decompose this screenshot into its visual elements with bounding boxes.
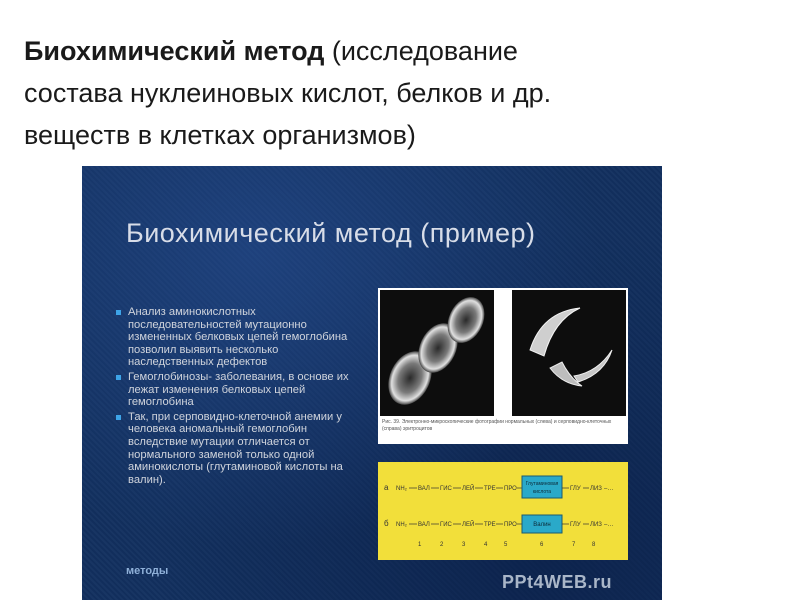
chain-residue: ЛЕЙ <box>462 522 475 528</box>
svg-text:3: 3 <box>462 542 466 548</box>
chain-residue: NH₂ <box>396 522 407 528</box>
bullet-square-icon <box>116 375 121 380</box>
heading-rest-line1: (исследование <box>324 36 518 66</box>
svg-text:2: 2 <box>440 542 444 548</box>
heading-bold: Биохимический метод <box>24 36 325 66</box>
svg-text:7: 7 <box>572 542 576 548</box>
erythrocyte-photo-panel <box>378 288 628 444</box>
chain-residue: ВАЛ <box>418 522 430 528</box>
svg-text:–…: –… <box>604 522 614 528</box>
svg-text:Глутаминовая: Глутаминовая <box>525 481 559 487</box>
bullet-item: Так, при серповидно-клеточной анемии у человека аномальный гемоглобин вследствие мутации отличается от нормального заменой только одной аминокислоты (глутаминовой кислоты на валин). <box>116 411 366 487</box>
bullet-item: Гемоглобинозы- заболевания, в основе их лежат изменения белковых цепей гемоглобина <box>116 371 366 409</box>
normal-erythrocytes-photo <box>380 290 494 416</box>
diagram-row-a <box>384 476 613 498</box>
bullet-item: Анализ аминокислотных последовательностей мутационно измененных белковых цепей гемоглобина позволил выявить несколько наследственных дефектов <box>116 306 366 369</box>
bullet-square-icon <box>116 310 121 315</box>
diagram-row-b <box>384 515 613 533</box>
bullet-square-icon <box>116 415 121 420</box>
slide-footer-label: методы <box>126 565 169 577</box>
bullet-list <box>116 306 366 488</box>
svg-text:кислота: кислота <box>532 489 552 495</box>
heading-line3: веществ в клетках организмов) <box>24 120 416 150</box>
photo-caption: Рис. 39. Электронно-микроскопические фотографии нормальных (слева) и серповидно-клеточных (справа) эритроцитов <box>382 419 612 432</box>
page-heading <box>24 30 764 156</box>
row-letter: а <box>384 483 389 492</box>
svg-text:4: 4 <box>484 542 488 548</box>
chain-residue: ЛИЗ <box>590 522 602 528</box>
svg-text:1: 1 <box>418 542 422 548</box>
heading-line2: состава нуклеиновых кислот, белков и др. <box>24 78 552 108</box>
svg-text:–…: –… <box>604 486 614 492</box>
svg-text:8: 8 <box>592 542 596 548</box>
chain-residue: ТРЕ <box>484 486 496 492</box>
svg-text:5: 5 <box>504 542 508 548</box>
chain-residue: ЛЕЙ <box>462 486 475 492</box>
chain-residue: ГИС <box>440 522 452 528</box>
chain-residue: NH₂ <box>396 486 407 492</box>
valine-label: Валин <box>533 522 551 528</box>
slide-title: Биохимический метод (пример) <box>126 218 536 248</box>
chain-residue: ЛИЗ <box>590 486 602 492</box>
chain-residue: ТРЕ <box>484 522 496 528</box>
chain-residue: ГИС <box>440 486 452 492</box>
chain-residue: ГЛУ <box>570 486 581 492</box>
chain-residue: ПРО <box>504 522 517 528</box>
chain-residue: ВАЛ <box>418 486 430 492</box>
amino-acid-diagram <box>378 462 628 560</box>
watermark: PPt4WEB.ru <box>502 572 613 592</box>
sickle-cells-photo <box>512 290 626 416</box>
chain-residue: ГЛУ <box>570 522 581 528</box>
row-letter: б <box>384 519 389 528</box>
position-numbers <box>418 542 596 548</box>
slide-image <box>82 166 662 600</box>
chain-residue: ПРО <box>504 486 517 492</box>
svg-text:6: 6 <box>540 542 544 548</box>
